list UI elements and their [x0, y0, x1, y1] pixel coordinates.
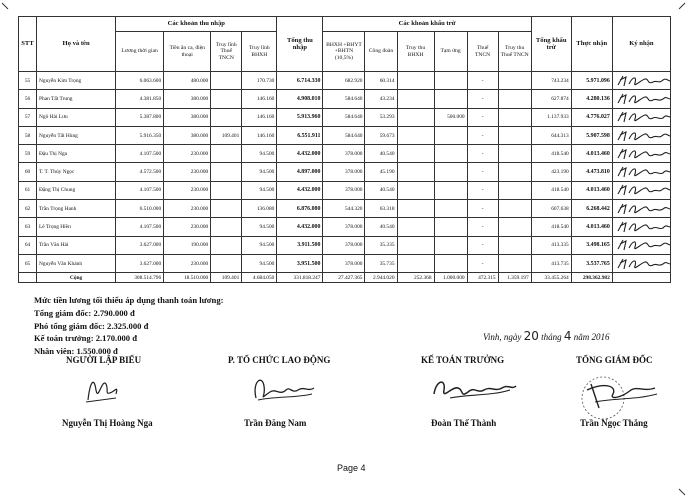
col-pit-collect: Truy thu Thuế TNCN: [498, 32, 531, 72]
row-advance: [434, 72, 467, 90]
row-si-collect: [397, 200, 434, 218]
row-arrears-pit: [211, 200, 242, 218]
chief-accountant-wage: Kế toán trưởng: 2.170.000 đ: [34, 333, 138, 344]
row-total-income: 6.876.080: [277, 200, 323, 218]
corner-mark-bottom-right: [678, 488, 686, 496]
total-advance: 1.000.000: [434, 273, 467, 283]
table-row: [19, 108, 671, 126]
row-meal-phone: 230.000: [164, 181, 211, 199]
row-arrears-si: 94.500: [242, 236, 277, 254]
handwritten-signature: [615, 238, 671, 252]
row-base-salary: 3.627.000: [116, 236, 164, 254]
row-total-deduction: 743.234: [531, 72, 571, 90]
row-stt: 61: [19, 181, 37, 199]
row-total-deduction: 1.137.933: [531, 108, 571, 126]
row-pit: -: [467, 108, 498, 126]
row-pit: -: [467, 90, 498, 108]
row-stt: 59: [19, 145, 37, 163]
row-total-income: 4.897.000: [277, 163, 323, 181]
corner-mark-top-right: [678, 2, 686, 10]
row-net-pay: 4.280.136: [571, 90, 612, 108]
row-meal-phone: 230.000: [164, 163, 211, 181]
row-total-income: 4.432.000: [277, 181, 323, 199]
hr-name: Trần Đăng Nam: [244, 418, 307, 428]
row-total-income: 4.432.000: [277, 218, 323, 236]
row-arrears-si: 146.160: [242, 90, 277, 108]
row-arrears-pit: [211, 72, 242, 90]
director-name: Trần Ngọc Thắng: [580, 418, 648, 428]
row-signature: [612, 90, 670, 108]
col-arrears-pit: Truy lĩnh Thuế TNCN: [211, 32, 242, 72]
table-row: [19, 200, 671, 218]
row-arrears-pit: [211, 108, 242, 126]
table-row: [19, 218, 671, 236]
row-pit: -: [467, 126, 498, 144]
row-meal-phone: 230.000: [164, 218, 211, 236]
accountant-signature: [430, 372, 518, 406]
sign-date: Vinh, ngày 20 tháng 4 năm 2016: [483, 329, 610, 343]
row-pit: -: [467, 181, 498, 199]
total-pit-back: 109.401: [211, 273, 242, 283]
row-pit: -: [467, 72, 498, 90]
row-advance: [434, 145, 467, 163]
row-union-fee: 40.540: [365, 145, 397, 163]
row-meal-phone: 230.000: [164, 254, 211, 272]
total-base: 308.514.796: [116, 273, 164, 283]
row-union-fee: 59.673: [365, 126, 397, 144]
row-total-deduction: 644.313: [531, 126, 571, 144]
row-signature: [612, 108, 670, 126]
row-advance: [434, 126, 467, 144]
row-total-deduction: 627.874: [531, 90, 571, 108]
row-arrears-si: 94.500: [242, 145, 277, 163]
col-net-pay: Thực nhận: [571, 17, 612, 72]
row-total-income: 4.908.010: [277, 90, 323, 108]
handwritten-signature: [615, 165, 671, 179]
handwritten-signature: [615, 92, 671, 106]
row-pit-collect: [498, 254, 531, 272]
row-insurance: 584.640: [323, 108, 365, 126]
row-arrears-pit: [211, 145, 242, 163]
row-union-fee: 63.318: [365, 200, 397, 218]
row-insurance: 378.000: [323, 218, 365, 236]
row-arrears-si: 146.160: [242, 126, 277, 144]
total-row: [19, 273, 671, 283]
row-insurance: 544.320: [323, 200, 365, 218]
table-row: [19, 126, 671, 144]
row-name: T. T. Thúy Ngọc: [37, 163, 116, 181]
row-arrears-si: 170.730: [242, 72, 277, 90]
row-advance: [434, 90, 467, 108]
row-total-income: 3.911.500: [277, 236, 323, 254]
handwritten-signature: [615, 129, 671, 143]
col-stt: STT: [19, 17, 37, 72]
hr-signature: [248, 372, 318, 406]
total-pit-col: 1.359.197: [498, 273, 531, 283]
staff-wage: Nhân viên: 1.550.000 đ: [34, 346, 118, 357]
handwritten-signature: [615, 183, 671, 197]
row-arrears-pit: [211, 236, 242, 254]
row-meal-phone: 380.000: [164, 90, 211, 108]
row-base-salary: 3.627.000: [116, 254, 164, 272]
row-insurance: 378.000: [323, 163, 365, 181]
row-insurance: 378.000: [323, 145, 365, 163]
row-meal-phone: 380.000: [164, 126, 211, 144]
row-meal-phone: 230.000: [164, 200, 211, 218]
row-arrears-si: 146.160: [242, 108, 277, 126]
col-si-collect: Truy thu BHXH: [397, 32, 434, 72]
row-arrears-pit: [211, 254, 242, 272]
col-union-fee: Công đoàn: [365, 32, 397, 72]
row-si-collect: [397, 108, 434, 126]
row-pit-collect: [498, 163, 531, 181]
accountant-role: KẾ TOÁN TRƯỞNG: [421, 355, 505, 365]
row-si-collect: [397, 72, 434, 90]
row-total-deduction: 607.638: [531, 200, 571, 218]
row-pit-collect: [498, 126, 531, 144]
row-insurance: 378.000: [323, 236, 365, 254]
director-signature: [565, 368, 665, 422]
row-advance: 500.000: [434, 108, 467, 126]
row-pit-collect: [498, 200, 531, 218]
row-base-salary: 4.572.500: [116, 163, 164, 181]
row-net-pay: 6.268.442: [571, 200, 612, 218]
total-deduction: 33.455.264: [531, 273, 571, 283]
row-insurance: 584.640: [323, 126, 365, 144]
total-pit: 472.315: [467, 273, 498, 283]
row-total-deduction: 418.540: [531, 181, 571, 199]
row-total-deduction: 418.540: [531, 145, 571, 163]
total-net: 298.362.982: [571, 273, 612, 283]
row-pit-collect: [498, 145, 531, 163]
table-row: [19, 163, 671, 181]
row-total-income: 3.951.500: [277, 254, 323, 272]
payroll-table: [18, 16, 671, 283]
row-signature: [612, 236, 670, 254]
row-net-pay: 5.971.096: [571, 72, 612, 90]
row-pit: -: [467, 200, 498, 218]
col-base-salary: Lương thời gian: [116, 32, 164, 72]
row-arrears-pit: [211, 90, 242, 108]
total-union: 2.944.020: [365, 273, 397, 283]
deputy-wage: Phó tổng giám đốc: 2.325.000 đ: [34, 320, 149, 331]
row-insurance: 584.640: [323, 90, 365, 108]
row-advance: [434, 163, 467, 181]
row-base-salary: 5.387.800: [116, 108, 164, 126]
col-total-income: Tổng thu nhập: [277, 17, 323, 72]
row-meal-phone: 480.000: [164, 72, 211, 90]
row-net-pay: 3.498.165: [571, 236, 612, 254]
row-union-fee: 35.735: [365, 254, 397, 272]
row-signature: [612, 163, 670, 181]
row-si-collect: [397, 145, 434, 163]
row-si-collect: [397, 218, 434, 236]
row-si-collect: [397, 181, 434, 199]
col-total-deduction: Tổng khấu trừ: [531, 17, 571, 72]
accountant-name: Đoàn Thế Thành: [431, 418, 497, 428]
row-name: Trần Trọng Hanh: [37, 200, 116, 218]
row-base-salary: 6.063.600: [116, 72, 164, 90]
row-signature: [612, 218, 670, 236]
table-row: [19, 236, 671, 254]
date-day: 20: [523, 329, 539, 343]
row-insurance: 682.920: [323, 72, 365, 90]
row-stt: 58: [19, 126, 37, 144]
row-meal-phone: 190.000: [164, 236, 211, 254]
table-header: [19, 17, 671, 72]
row-total-income: 6.551.911: [277, 126, 323, 144]
row-total-deduction: 413.335: [531, 236, 571, 254]
total-si-back: 4.684.050: [242, 273, 277, 283]
row-pit: -: [467, 218, 498, 236]
row-signature: [612, 254, 670, 272]
row-base-salary: 4.381.850: [116, 90, 164, 108]
row-advance: [434, 200, 467, 218]
row-si-collect: [397, 90, 434, 108]
row-union-fee: 53.293: [365, 108, 397, 126]
row-si-collect: [397, 236, 434, 254]
row-name: Đặng Thị Chung: [37, 181, 116, 199]
row-net-pay: 4.013.460: [571, 181, 612, 199]
col-arrears-si: Truy lĩnh BHXH: [242, 32, 277, 72]
director-role: TỔNG GIÁM ĐỐC: [576, 355, 653, 365]
row-advance: [434, 218, 467, 236]
row-advance: [434, 181, 467, 199]
table-row: [19, 254, 671, 272]
row-signature: [612, 181, 670, 199]
row-arrears-pit: [211, 181, 242, 199]
total-ins: 27.427.365: [323, 273, 365, 283]
table-body: [19, 72, 671, 273]
row-base-salary: 4.107.500: [116, 145, 164, 163]
row-union-fee: 35.335: [365, 236, 397, 254]
row-total-deduction: 418.540: [531, 218, 571, 236]
page-number: Page 4: [337, 463, 366, 473]
row-signature: [612, 145, 670, 163]
row-arrears-si: 94.500: [242, 181, 277, 199]
row-arrears-pit: [211, 218, 242, 236]
date-month: 4: [563, 329, 572, 343]
preparer-name: Nguyễn Thị Hoàng Nga: [62, 418, 153, 428]
row-stt: 55: [19, 72, 37, 90]
handwritten-signature: [615, 110, 671, 124]
corner-mark-top-left: [1, 2, 9, 10]
row-net-pay: 4.473.810: [571, 163, 612, 181]
row-base-salary: 4.107.500: [116, 218, 164, 236]
row-pit-collect: [498, 72, 531, 90]
total-label: Cộng: [37, 273, 116, 283]
handwritten-signature: [615, 220, 671, 234]
row-total-income: 4.432.000: [277, 145, 323, 163]
row-arrears-si: 94.500: [242, 163, 277, 181]
row-stt: 63: [19, 218, 37, 236]
row-pit: -: [467, 163, 498, 181]
director-wage: Tổng giám đốc: 2.790.000 đ: [34, 307, 135, 318]
row-net-pay: 5.907.598: [571, 126, 612, 144]
total-income: 331.818.247: [277, 273, 323, 283]
row-name: Đậu Thị Nga: [37, 145, 116, 163]
row-union-fee: 43.234: [365, 90, 397, 108]
row-pit-collect: [498, 90, 531, 108]
wage-notes: [34, 294, 224, 358]
total-meal: 18.510.000: [164, 273, 211, 283]
table-row: [19, 72, 671, 90]
col-name: Họ và tên: [37, 17, 116, 72]
row-total-income: 5.913.960: [277, 108, 323, 126]
row-insurance: 378.000: [323, 254, 365, 272]
row-pit: -: [467, 254, 498, 272]
min-wage-note: Mức tiền lương tối thiểu áp dụng thanh toán lương:: [34, 295, 224, 305]
row-net-pay: 3.537.765: [571, 254, 612, 272]
handwritten-signature: [615, 257, 671, 271]
row-name: Ngô Hải Lưu: [37, 108, 116, 126]
col-meal-phone: Tiền ăn ca, điện thoại: [164, 32, 211, 72]
hr-role: P. TỔ CHỨC LAO ĐỘNG: [228, 355, 331, 365]
row-arrears-si: 136.080: [242, 200, 277, 218]
total-si-col: 252.368: [397, 273, 434, 283]
row-arrears-si: 94.500: [242, 254, 277, 272]
table-row: [19, 90, 671, 108]
row-advance: [434, 254, 467, 272]
col-pit: Thuế TNCN: [467, 32, 498, 72]
row-pit-collect: [498, 236, 531, 254]
row-pit-collect: [498, 181, 531, 199]
handwritten-signature: [615, 202, 671, 216]
row-stt: 57: [19, 108, 37, 126]
row-name: Nguyễn Tất Hùng: [37, 126, 116, 144]
row-net-pay: 4.013.460: [571, 218, 612, 236]
row-stt: 64: [19, 236, 37, 254]
row-union-fee: 60.314: [365, 72, 397, 90]
table-row: [19, 145, 671, 163]
row-total-deduction: 413.735: [531, 254, 571, 272]
row-meal-phone: 380.000: [164, 108, 211, 126]
preparer-role: NGƯỜI LẬP BIỂU: [66, 355, 142, 365]
row-name: Lê Trọng Hiền: [37, 218, 116, 236]
row-name: Phan Tất Trung: [37, 90, 116, 108]
row-pit-collect: [498, 108, 531, 126]
row-base-salary: 5.916.350: [116, 126, 164, 144]
handwritten-signature: [615, 74, 671, 88]
row-stt: 62: [19, 200, 37, 218]
row-total-deduction: 423.190: [531, 163, 571, 181]
row-base-salary: 6.510.000: [116, 200, 164, 218]
row-meal-phone: 230.000: [164, 145, 211, 163]
row-arrears-pit: [211, 163, 242, 181]
row-arrears-pit: 109.401: [211, 126, 242, 144]
deduction-group-header: Các khoản khấu trừ: [323, 17, 531, 32]
col-insurance: BHXH +BHYT +BHTN (10,5%): [323, 32, 365, 72]
row-si-collect: [397, 126, 434, 144]
row-net-pay: 4.013.460: [571, 145, 612, 163]
row-pit: -: [467, 145, 498, 163]
row-signature: [612, 200, 670, 218]
table-row: [19, 181, 671, 199]
preparer-signature: [82, 372, 122, 408]
handwritten-signature: [615, 147, 671, 161]
row-signature: [612, 72, 670, 90]
row-pit: -: [467, 236, 498, 254]
row-stt: 60: [19, 163, 37, 181]
row-base-salary: 4.107.500: [116, 181, 164, 199]
row-net-pay: 4.776.027: [571, 108, 612, 126]
row-name: Nguyễn Văn Khánh: [37, 254, 116, 272]
row-insurance: 378.000: [323, 181, 365, 199]
col-sign: Ký nhận: [612, 17, 670, 72]
row-union-fee: 40.540: [365, 218, 397, 236]
col-advance: Tạm ứng: [434, 32, 467, 72]
row-stt: 56: [19, 90, 37, 108]
row-si-collect: [397, 163, 434, 181]
row-signature: [612, 126, 670, 144]
income-group-header: Các khoản thu nhập: [116, 17, 277, 32]
row-si-collect: [397, 254, 434, 272]
row-name: Trần Văn Hải: [37, 236, 116, 254]
row-name: Nguyễn Kim Trọng: [37, 72, 116, 90]
row-union-fee: 45.190: [365, 163, 397, 181]
row-union-fee: 40.540: [365, 181, 397, 199]
row-total-income: 6.714.330: [277, 72, 323, 90]
row-arrears-si: 94.500: [242, 218, 277, 236]
row-stt: 65: [19, 254, 37, 272]
row-advance: [434, 236, 467, 254]
row-pit-collect: [498, 218, 531, 236]
